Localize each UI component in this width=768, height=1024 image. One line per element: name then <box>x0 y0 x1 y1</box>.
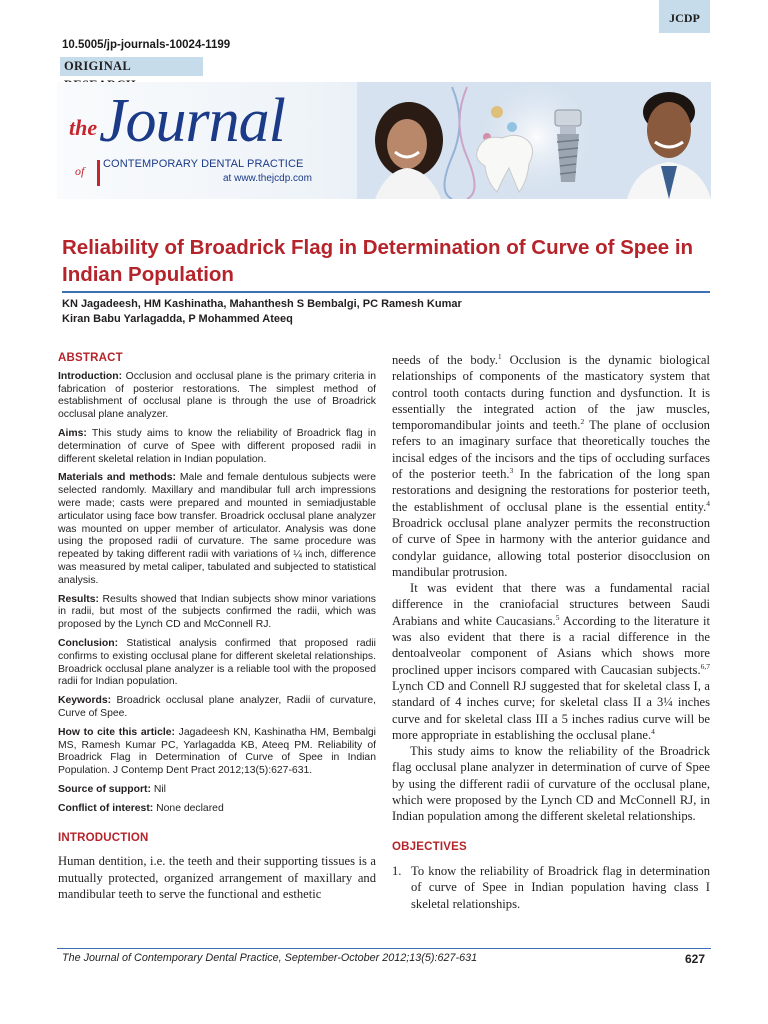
woman-portrait <box>375 102 443 199</box>
text-run: Broadrick occlusal plane analyzer permits the reconstruction of curve of Spee in harmony with the anterior guidance and condylar guidance, allowing total posterior disocclusion on mandibular protrusion. <box>392 515 710 579</box>
body-paragraph-1 <box>392 352 710 580</box>
abstract-aims-label: Aims: <box>58 427 87 439</box>
left-column <box>58 352 376 902</box>
abstract-conclusion-text: Statistical analysis confirmed that proposed radii confirms to existing occlusal plane for different skeletal relationships. Broadrick occlusal plane analyzer is a reliable tool with the proposed radii for Indian population. <box>58 637 376 688</box>
citation-ref: 1 <box>497 351 502 361</box>
objective-number: 1. <box>392 863 402 878</box>
text-run: The plane of occlusion refers to an imaginary surface that theoretically touches the incisal edges of the incisors and the tips of occluding surfaces of the posterior teeth. <box>392 418 710 482</box>
abstract-results-text: Results showed that Indian subjects show minor variations in radii, but most of the subjects confirmed the radii, which was proposed by the Lynch CD and McConnell RJ. <box>58 593 376 631</box>
abstract-cite-label: How to cite this article: <box>58 726 175 738</box>
footer-divider <box>57 948 711 949</box>
text-run: Occlusion is the dynamic biological relationships of components of the masticatory system that control tooth contacts during function and dysfunction. It is essentially the integrated action of the jaw muscles, temporomandibular joints and teeth. <box>392 353 710 433</box>
text-run: It was evident that there was a fundamental racial difference in the craniofacial structures between Saudi Arabians and white Caucasians. <box>392 581 710 628</box>
objectives-list <box>392 863 710 912</box>
abstract-introduction <box>58 371 376 422</box>
introduction-heading: INTRODUCTION <box>58 831 149 844</box>
abstract-heading: ABSTRACT <box>58 352 123 364</box>
citation-ref: 4 <box>651 726 655 736</box>
title-divider <box>62 291 710 293</box>
author-list <box>62 297 702 327</box>
logo-divider <box>97 160 100 186</box>
right-column <box>392 352 710 912</box>
abstract-support <box>58 784 376 797</box>
abstract-support-text: Nil <box>150 783 166 795</box>
abstract-cite-text: Jagadeesh KN, Kashinatha HM, Bembalgi MS, Ramesh Kumar PC, Yarlagadda KB, Ateeq PM. Reliability of Broadrick Flag in Determination of Curve of Spee in Indian Population. J Contemp Dent Pract 2012;13(5):627-631. <box>58 726 376 777</box>
abstract-intro-label: Introduction: <box>58 370 123 382</box>
introduction-text: Human dentition, i.e. the teeth and their supporting tissues is a mutually protected, organized arrangement of maxillary and mandibular teeth to serve the functional and esthetic <box>58 854 376 901</box>
text-run: Lynch CD and Connell RJ suggested that for skeletal class I, a standard of 4 inches curve; for skeletal class II a <box>392 678 710 710</box>
doi[interactable]: 10.5005/jp-journals-10024-1199 <box>62 39 231 51</box>
abstract-keywords-label: Keywords: <box>58 695 112 707</box>
text-run: needs of the body. <box>392 353 498 367</box>
citation-ref: 3 <box>509 465 514 475</box>
citation-ref: 4 <box>706 498 710 508</box>
article-title: Reliability of Broadrick Flag in Determination of Curve of Spee in Indian Population <box>62 236 694 286</box>
abstract-conclusion <box>58 638 376 689</box>
abstract-results-label: Results: <box>58 593 99 605</box>
text-run: In the fabrication of the long span restorations and designing the restorations for posterior teeth, the establishment of occlusal plane is the essential entity. <box>392 467 710 514</box>
text-run: According to the literature it was also evident that there is a racial difference in the dentoalveolar component of Asians which shows more proclined upper incisors compared with Caucasian subjects. <box>392 613 710 677</box>
abstract-results <box>58 594 376 632</box>
authors-line-1: KN Jagadeesh, HM Kashinatha, Mahanthesh S Bembalgi, PC Ramesh Kumar <box>62 298 462 310</box>
abstract-conflict-label: Conflict of interest: <box>58 802 154 814</box>
abstract-methods-text: Male and female dentulous subjects were selected randomly. Maxillary and mandibular full arch impressions were made; casts were prepared and mounted in semiadjustable articulator using face bow transfer. Broadrick occlusal plane analyzer was mounted on upper member of articulator. Analysis was done using the proposed radii of curvature. The same procedure was repeated by taking different radii with variations of ¼ inch, difference was measured by metal caliper, tabulated and subjected to statistical analysis. <box>58 472 376 586</box>
abstract-aims <box>58 428 376 466</box>
authors-line-2: Kiran Babu Yarlagadda, P Mohammed Ateeq <box>62 313 293 325</box>
page-number: 627 <box>685 952 706 966</box>
objective-text: To know the reliability of Broadrick flag in determination of curve of Spee in Indian population having class I skeletal relationships. <box>411 863 710 911</box>
journal-url[interactable]: at www.thejcdp.com <box>223 173 312 184</box>
abstract-aims-text: This study aims to know the reliability of Broadrick flag in determination of curve of Spee with different proposed radii in different skeletal relation in Indian population. <box>58 427 376 465</box>
abstract-support-label: Source of support: <box>58 783 151 795</box>
abstract-conflict-text: None declared <box>153 802 224 814</box>
logo-the: the <box>69 115 98 140</box>
abstract-conflict <box>58 803 376 816</box>
journal-tag: JCDP <box>659 0 710 33</box>
citation-ref: 5 <box>555 612 560 622</box>
abstract-conclusion-label: Conclusion: <box>58 637 119 649</box>
journal-banner <box>57 82 711 199</box>
footer-citation: The Journal of Contemporary Dental Practice, September-October 2012;13(5):627-631 <box>62 952 478 964</box>
citation-ref: 2 <box>580 417 585 426</box>
abstract-intro-text: Occlusion and occlusal plane is the primary criteria in fabrication of posterior restorations. The simplest method of establishment of occlusal plane is through the use of Broadrick occlusal plane analyzer. <box>58 370 376 421</box>
abstract-keywords-text: Broadrick occlusal plane analyzer, Radii of curvature, Curve of Spee. <box>58 695 376 719</box>
abstract-methods <box>58 472 376 587</box>
abstract-citation <box>58 727 376 778</box>
body-paragraph-2 <box>392 580 710 743</box>
logo-subtitle: CONTEMPORARY DENTAL PRACTICE <box>103 158 304 170</box>
objectives-heading: OBJECTIVES <box>392 840 467 853</box>
body-paragraph-3: This study aims to know the reliability of the Broadrick flag occlusal plane analyzer in determination of curve of Spee by using the different radii of curvature of the occlusal plane, which were proposed by the Lynch CD and McConnell RJ, in Indian population among the different skeletal relationships. <box>392 744 710 824</box>
abstract-methods-label: Materials and methods: <box>58 472 177 484</box>
logo-of: of <box>75 164 85 178</box>
section-label: ORIGINAL <box>60 57 203 76</box>
citation-ref: 6,7 <box>700 661 710 671</box>
text-run: inches curve and for skeletal class III a 5 inches radius curve will be more appropriate in establishing the occlusal plane. <box>392 695 710 742</box>
fraction-value: 3¼ <box>657 695 673 710</box>
abstract-keywords <box>58 695 376 721</box>
objective-item <box>392 863 710 912</box>
logo-journal: Journal <box>99 87 285 155</box>
